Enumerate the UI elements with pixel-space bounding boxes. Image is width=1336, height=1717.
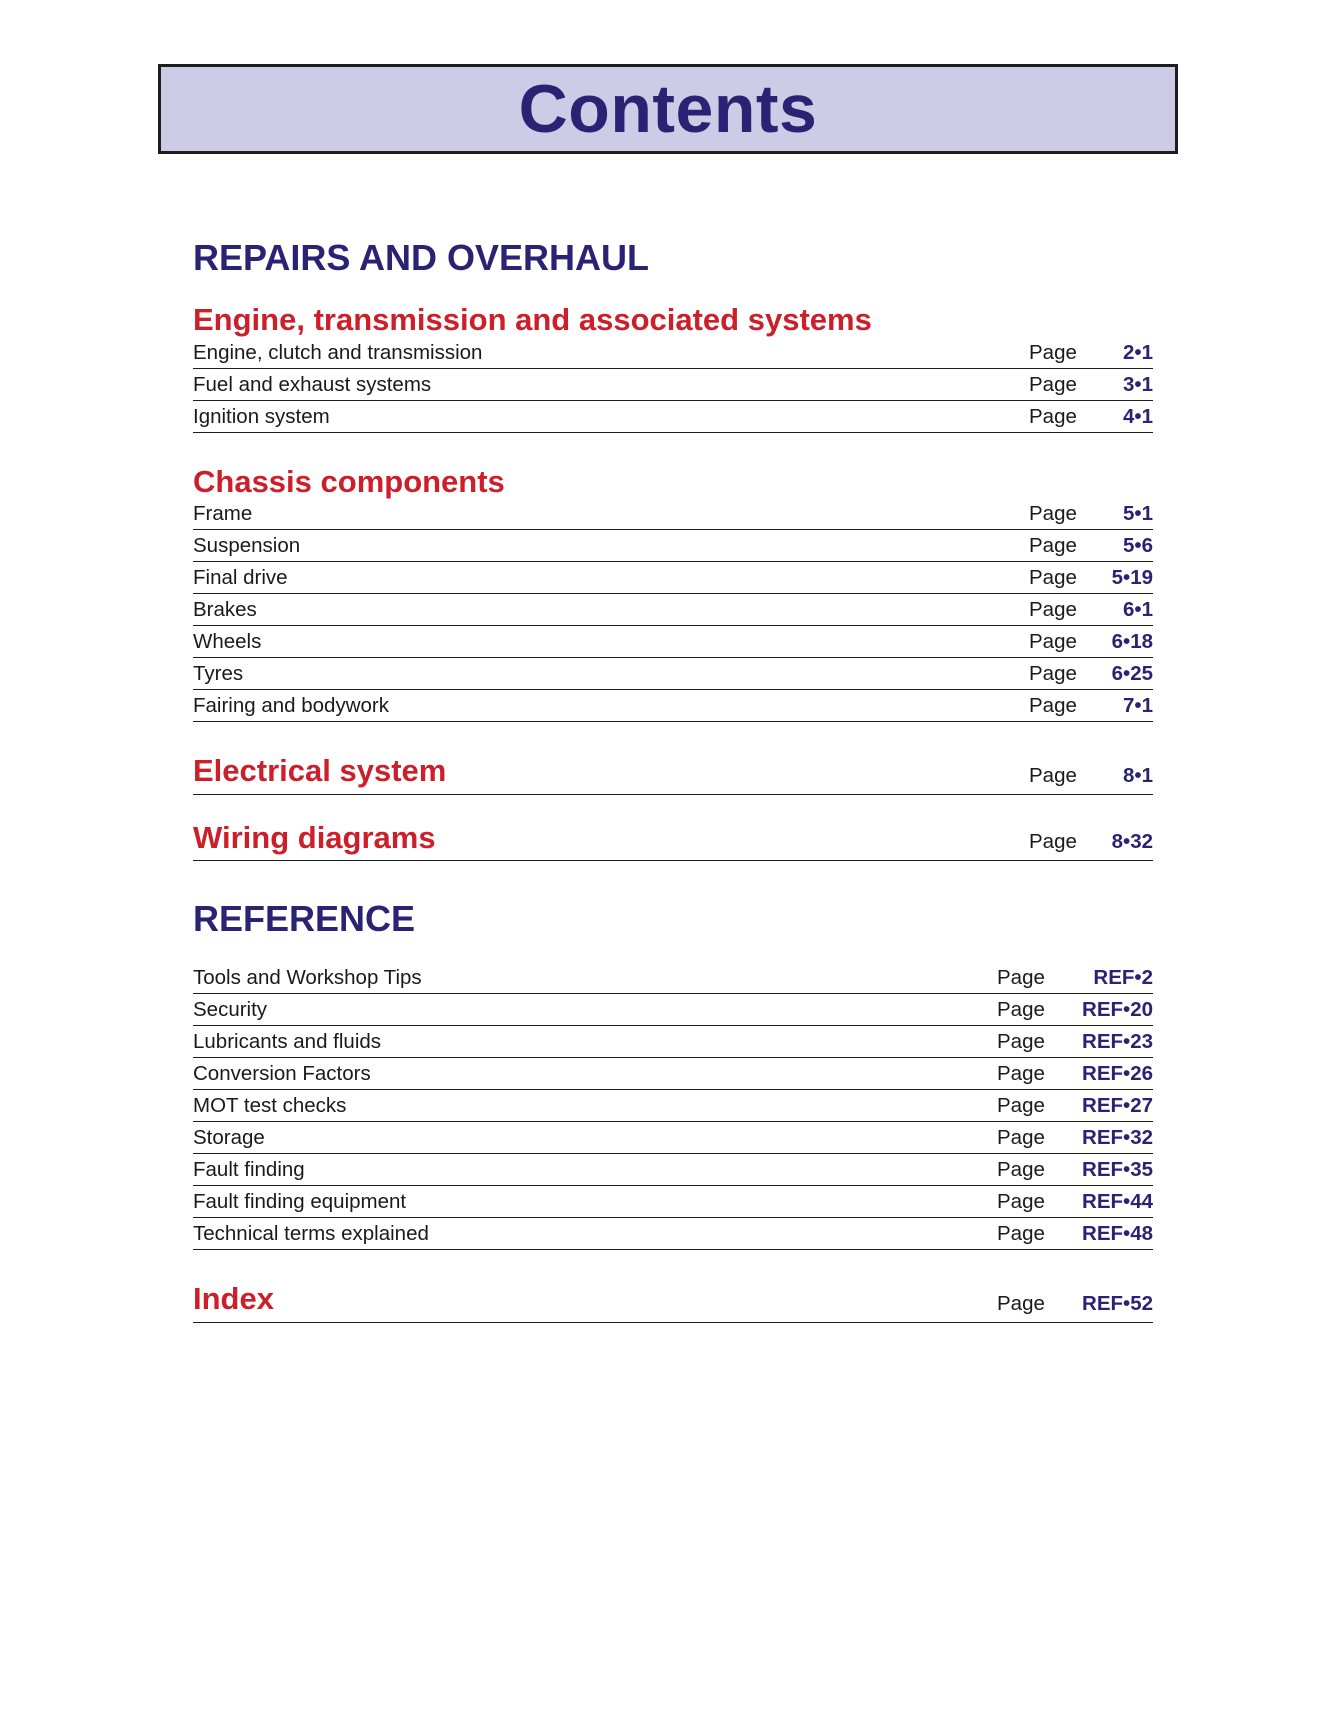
page-number: 5•1	[1123, 502, 1153, 526]
page-number: 5•19	[1111, 566, 1153, 590]
engine-section-title: Engine, transmission and associated systems	[193, 302, 872, 338]
page-number: 6•25	[1111, 662, 1153, 686]
electrical-section-title: Electrical system	[193, 753, 447, 789]
engine-rows	[193, 337, 1153, 433]
chassis-section	[193, 465, 1153, 722]
repairs-heading: REPAIRS AND OVERHAUL	[193, 237, 650, 278]
toc-entry-name: Conversion Factors	[193, 1062, 371, 1086]
page-number: REF•35	[1082, 1158, 1153, 1182]
page-label: Page	[1029, 502, 1077, 526]
toc-entry-name: Technical terms explained	[193, 1222, 429, 1246]
toc-row[interactable]	[193, 626, 1153, 658]
page-number: 8•32	[1111, 830, 1153, 854]
page-number: 3•1	[1123, 372, 1153, 396]
page-label: Page	[1029, 763, 1077, 787]
toc-row[interactable]	[193, 337, 1153, 369]
page-label: Page	[1029, 662, 1077, 686]
toc-entry-name: Tools and Workshop Tips	[193, 966, 422, 990]
page-label: Page	[997, 966, 1045, 990]
page-label: Page	[997, 1190, 1045, 1214]
page-number: REF•2	[1093, 966, 1153, 990]
toc-row[interactable]	[193, 562, 1153, 594]
toc-row[interactable]	[193, 401, 1153, 433]
page-label: Page	[997, 1126, 1045, 1150]
toc-entry-name: Lubricants and fluids	[193, 1030, 382, 1054]
toc-row[interactable]	[193, 1186, 1153, 1218]
toc-entry-name: MOT test checks	[193, 1094, 347, 1118]
electrical-entry[interactable]	[193, 754, 1153, 794]
toc-entry-name: Tyres	[193, 662, 244, 686]
page-label: Page	[1029, 830, 1077, 854]
toc-row[interactable]	[193, 369, 1153, 401]
page-number: 4•1	[1123, 404, 1153, 428]
page-number: 7•1	[1123, 694, 1153, 718]
toc-entry-name: Engine, clutch and transmission	[193, 340, 483, 364]
toc-row[interactable]	[193, 658, 1153, 690]
index-section-title: Index	[193, 1281, 274, 1317]
page-number: 6•1	[1123, 598, 1153, 622]
toc-row[interactable]	[193, 1218, 1153, 1250]
page-label: Page	[997, 1030, 1045, 1054]
toc-entry-name: Storage	[193, 1126, 265, 1150]
toc-row[interactable]	[193, 1026, 1153, 1058]
toc-entry-name: Brakes	[193, 598, 257, 622]
title-banner	[158, 64, 1178, 154]
engine-section	[193, 303, 1153, 432]
page-label: Page	[1029, 630, 1077, 654]
page-label: Page	[1029, 534, 1077, 558]
reference-section	[193, 962, 1153, 1250]
toc-entry-name: Security	[193, 998, 268, 1022]
page-number: REF•26	[1082, 1062, 1153, 1086]
toc-row[interactable]	[193, 1090, 1153, 1122]
contents-list	[193, 236, 1153, 1349]
toc-row[interactable]	[193, 530, 1153, 562]
toc-row[interactable]	[193, 690, 1153, 722]
reference-rows	[193, 962, 1153, 1250]
reference-heading: REFERENCE	[193, 898, 416, 940]
chassis-rows	[193, 498, 1153, 722]
page-number: REF•27	[1082, 1094, 1153, 1118]
page-number: REF•48	[1082, 1222, 1153, 1246]
toc-entry-name: Suspension	[193, 534, 301, 558]
toc-entry-name: Frame	[193, 502, 253, 526]
toc-row[interactable]	[193, 1058, 1153, 1090]
toc-entry-name: Ignition system	[193, 404, 330, 428]
toc-entry-name: Fuel and exhaust systems	[193, 372, 432, 396]
toc-entry-name: Fault finding equipment	[193, 1190, 407, 1214]
page-label: Page	[997, 1222, 1045, 1246]
toc-row[interactable]	[193, 962, 1153, 994]
wiring-entry[interactable]	[193, 821, 1153, 861]
toc-entry-name: Fault finding	[193, 1158, 305, 1182]
page-label: Page	[1029, 372, 1077, 396]
page-label: Page	[997, 998, 1045, 1022]
toc-entry-name: Wheels	[193, 630, 262, 654]
page-label: Page	[1029, 566, 1077, 590]
page-number: REF•20	[1082, 998, 1153, 1022]
toc-entry-name: Fairing and bodywork	[193, 694, 389, 718]
toc-row[interactable]	[193, 994, 1153, 1026]
page-number: 8•1	[1123, 763, 1153, 787]
page-label: Page	[1029, 404, 1077, 428]
toc-row[interactable]	[193, 1122, 1153, 1154]
page-label: Page	[1029, 340, 1077, 364]
toc-entry-name: Final drive	[193, 566, 288, 590]
page-number: REF•32	[1082, 1126, 1153, 1150]
page-label: Page	[1029, 598, 1077, 622]
page-number: 2•1	[1123, 340, 1153, 364]
wiring-section-title: Wiring diagrams	[193, 819, 436, 855]
page-number: REF•44	[1082, 1190, 1153, 1214]
page-number: REF•23	[1082, 1030, 1153, 1054]
toc-row[interactable]	[193, 498, 1153, 530]
chassis-section-title: Chassis components	[193, 463, 505, 499]
toc-row[interactable]	[193, 594, 1153, 626]
page-number: REF•52	[1082, 1291, 1153, 1315]
toc-row[interactable]	[193, 1154, 1153, 1186]
page-label: Page	[997, 1094, 1045, 1118]
page-label: Page	[1029, 694, 1077, 718]
page-number: 6•18	[1111, 630, 1153, 654]
page-number: 5•6	[1123, 534, 1153, 558]
page-label: Page	[997, 1291, 1045, 1315]
page-label: Page	[997, 1062, 1045, 1086]
index-entry[interactable]	[193, 1282, 1153, 1322]
page-title: Contents	[518, 71, 818, 147]
page-label: Page	[997, 1158, 1045, 1182]
